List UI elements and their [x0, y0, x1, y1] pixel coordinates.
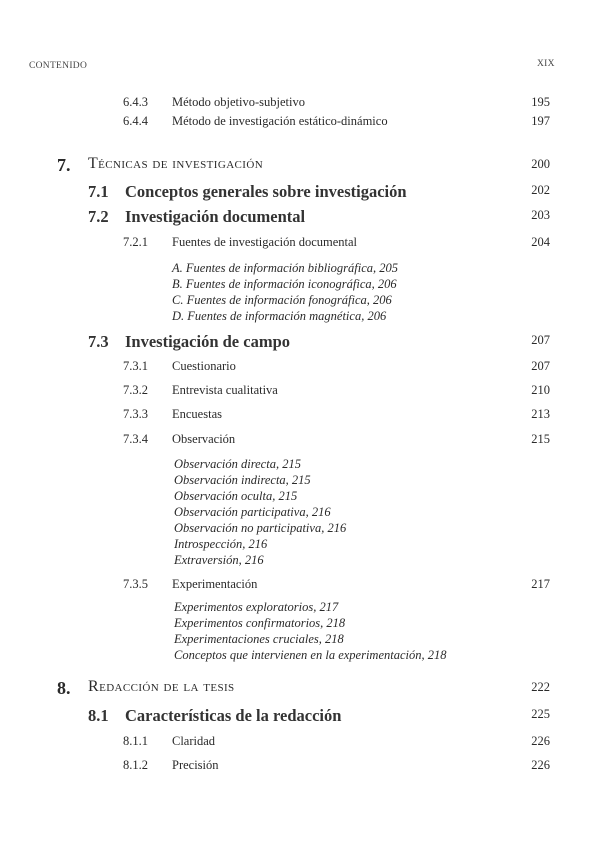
- toc-subitem-text: Experimentaciones cruciales, 218: [174, 632, 344, 646]
- page-number: 213: [531, 407, 550, 421]
- toc-entry: [0, 96, 600, 116]
- toc-subitem-text: Observación no participativa, 216: [174, 521, 347, 535]
- toc-subitem-text: Conceptos que intervienen en la experimentación, 218: [174, 648, 447, 662]
- section-title: Método objetivo-subjetivo: [172, 95, 305, 109]
- toc-subitem-text: B. Fuentes de información iconográfica, 206: [172, 277, 397, 291]
- toc-entry: [0, 236, 600, 256]
- toc-subitem-text: A. Fuentes de información bibliográfica, 205: [172, 261, 399, 275]
- running-header-title: CONTENIDO: [29, 61, 88, 71]
- toc-entry: [0, 433, 600, 453]
- page-number: 217: [531, 577, 550, 591]
- section-title: Cuestionario: [172, 359, 236, 373]
- page-number: 207: [531, 359, 550, 373]
- page-number: 195: [531, 95, 550, 109]
- section-number: 7.: [57, 155, 71, 175]
- section-number: 8.1.2: [123, 758, 148, 772]
- page-number: 197: [531, 114, 550, 128]
- toc-subitem: [0, 310, 600, 330]
- section-number: 7.3.1: [123, 359, 148, 373]
- page-number: 222: [531, 680, 550, 694]
- section-number: 7.3.2: [123, 383, 148, 397]
- page-number-roman: XIX: [537, 59, 555, 69]
- toc-subitem: [0, 649, 600, 669]
- toc-subitem-text: Experimentos exploratorios, 217: [174, 600, 339, 614]
- toc-entry: [0, 578, 600, 598]
- section-title: Investigación documental: [125, 207, 306, 226]
- section-number: 6.4.4: [123, 114, 148, 128]
- toc-entry: [0, 678, 600, 701]
- toc-subitem-text: Observación participativa, 216: [174, 505, 331, 519]
- section-title: Precisión: [172, 758, 219, 772]
- section-number: 8.: [57, 678, 71, 698]
- toc-entry: [0, 155, 600, 178]
- toc-subitem-text: Introspección, 216: [174, 537, 268, 551]
- section-number: 7.2: [88, 207, 109, 226]
- section-title: Experimentación: [172, 577, 258, 591]
- toc-entry: [0, 209, 600, 229]
- section-number: 6.4.3: [123, 95, 148, 109]
- section-number: 7.3.3: [123, 407, 148, 421]
- toc-entry: [0, 360, 600, 380]
- section-title: Método de investigación estático-dinámico: [172, 114, 388, 128]
- toc-subitem-text: Observación directa, 215: [174, 457, 301, 471]
- toc-subitem: [0, 554, 600, 574]
- page-number: 226: [531, 758, 550, 772]
- toc-subitem-text: D. Fuentes de información magnética, 206: [172, 309, 387, 323]
- page-number: 203: [531, 208, 550, 222]
- page-number: 200: [531, 157, 550, 171]
- section-title: Investigación de campo: [125, 332, 290, 351]
- toc-subitem-text: Extraversión, 216: [174, 553, 264, 567]
- page-number: 207: [531, 333, 550, 347]
- section-number: 7.3.5: [123, 577, 148, 591]
- section-title: Observación: [172, 432, 236, 446]
- toc-entry: [0, 735, 600, 755]
- section-title: Entrevista cualitativa: [172, 383, 278, 397]
- toc-entry: [0, 184, 600, 204]
- section-title: Características de la redacción: [125, 706, 342, 725]
- section-title: Técnicas de investigación: [88, 155, 264, 172]
- section-number: 7.3.4: [123, 432, 148, 446]
- page-number: 225: [531, 707, 550, 721]
- section-title: Encuestas: [172, 407, 222, 421]
- section-number: 8.1: [88, 706, 109, 725]
- section-title: Redacción de la tesis: [88, 678, 235, 695]
- toc-subitem-text: Observación oculta, 215: [174, 489, 298, 503]
- section-number: 7.1: [88, 182, 109, 201]
- section-title: Fuentes de investigación documental: [172, 235, 358, 249]
- toc-entry: [0, 708, 600, 728]
- section-number: 7.2.1: [123, 235, 148, 249]
- section-number: 7.3: [88, 332, 109, 351]
- toc-entry: [0, 334, 600, 354]
- page-number: 226: [531, 734, 550, 748]
- toc-subitem-text: Experimentos confirmatorios, 218: [174, 616, 346, 630]
- page-number: 210: [531, 383, 550, 397]
- toc-entry: [0, 115, 600, 135]
- toc-entry: [0, 384, 600, 404]
- toc-entry: [0, 759, 600, 779]
- page-number: 202: [531, 183, 550, 197]
- toc-subitem-text: C. Fuentes de información fonográfica, 206: [172, 293, 392, 307]
- section-title: Claridad: [172, 734, 216, 748]
- page-number: 204: [531, 235, 550, 249]
- toc-entry: [0, 408, 600, 428]
- section-number: 8.1.1: [123, 734, 148, 748]
- toc-subitem-text: Observación indirecta, 215: [174, 473, 311, 487]
- section-title: Conceptos generales sobre investigación: [125, 182, 407, 201]
- page-number: 215: [531, 432, 550, 446]
